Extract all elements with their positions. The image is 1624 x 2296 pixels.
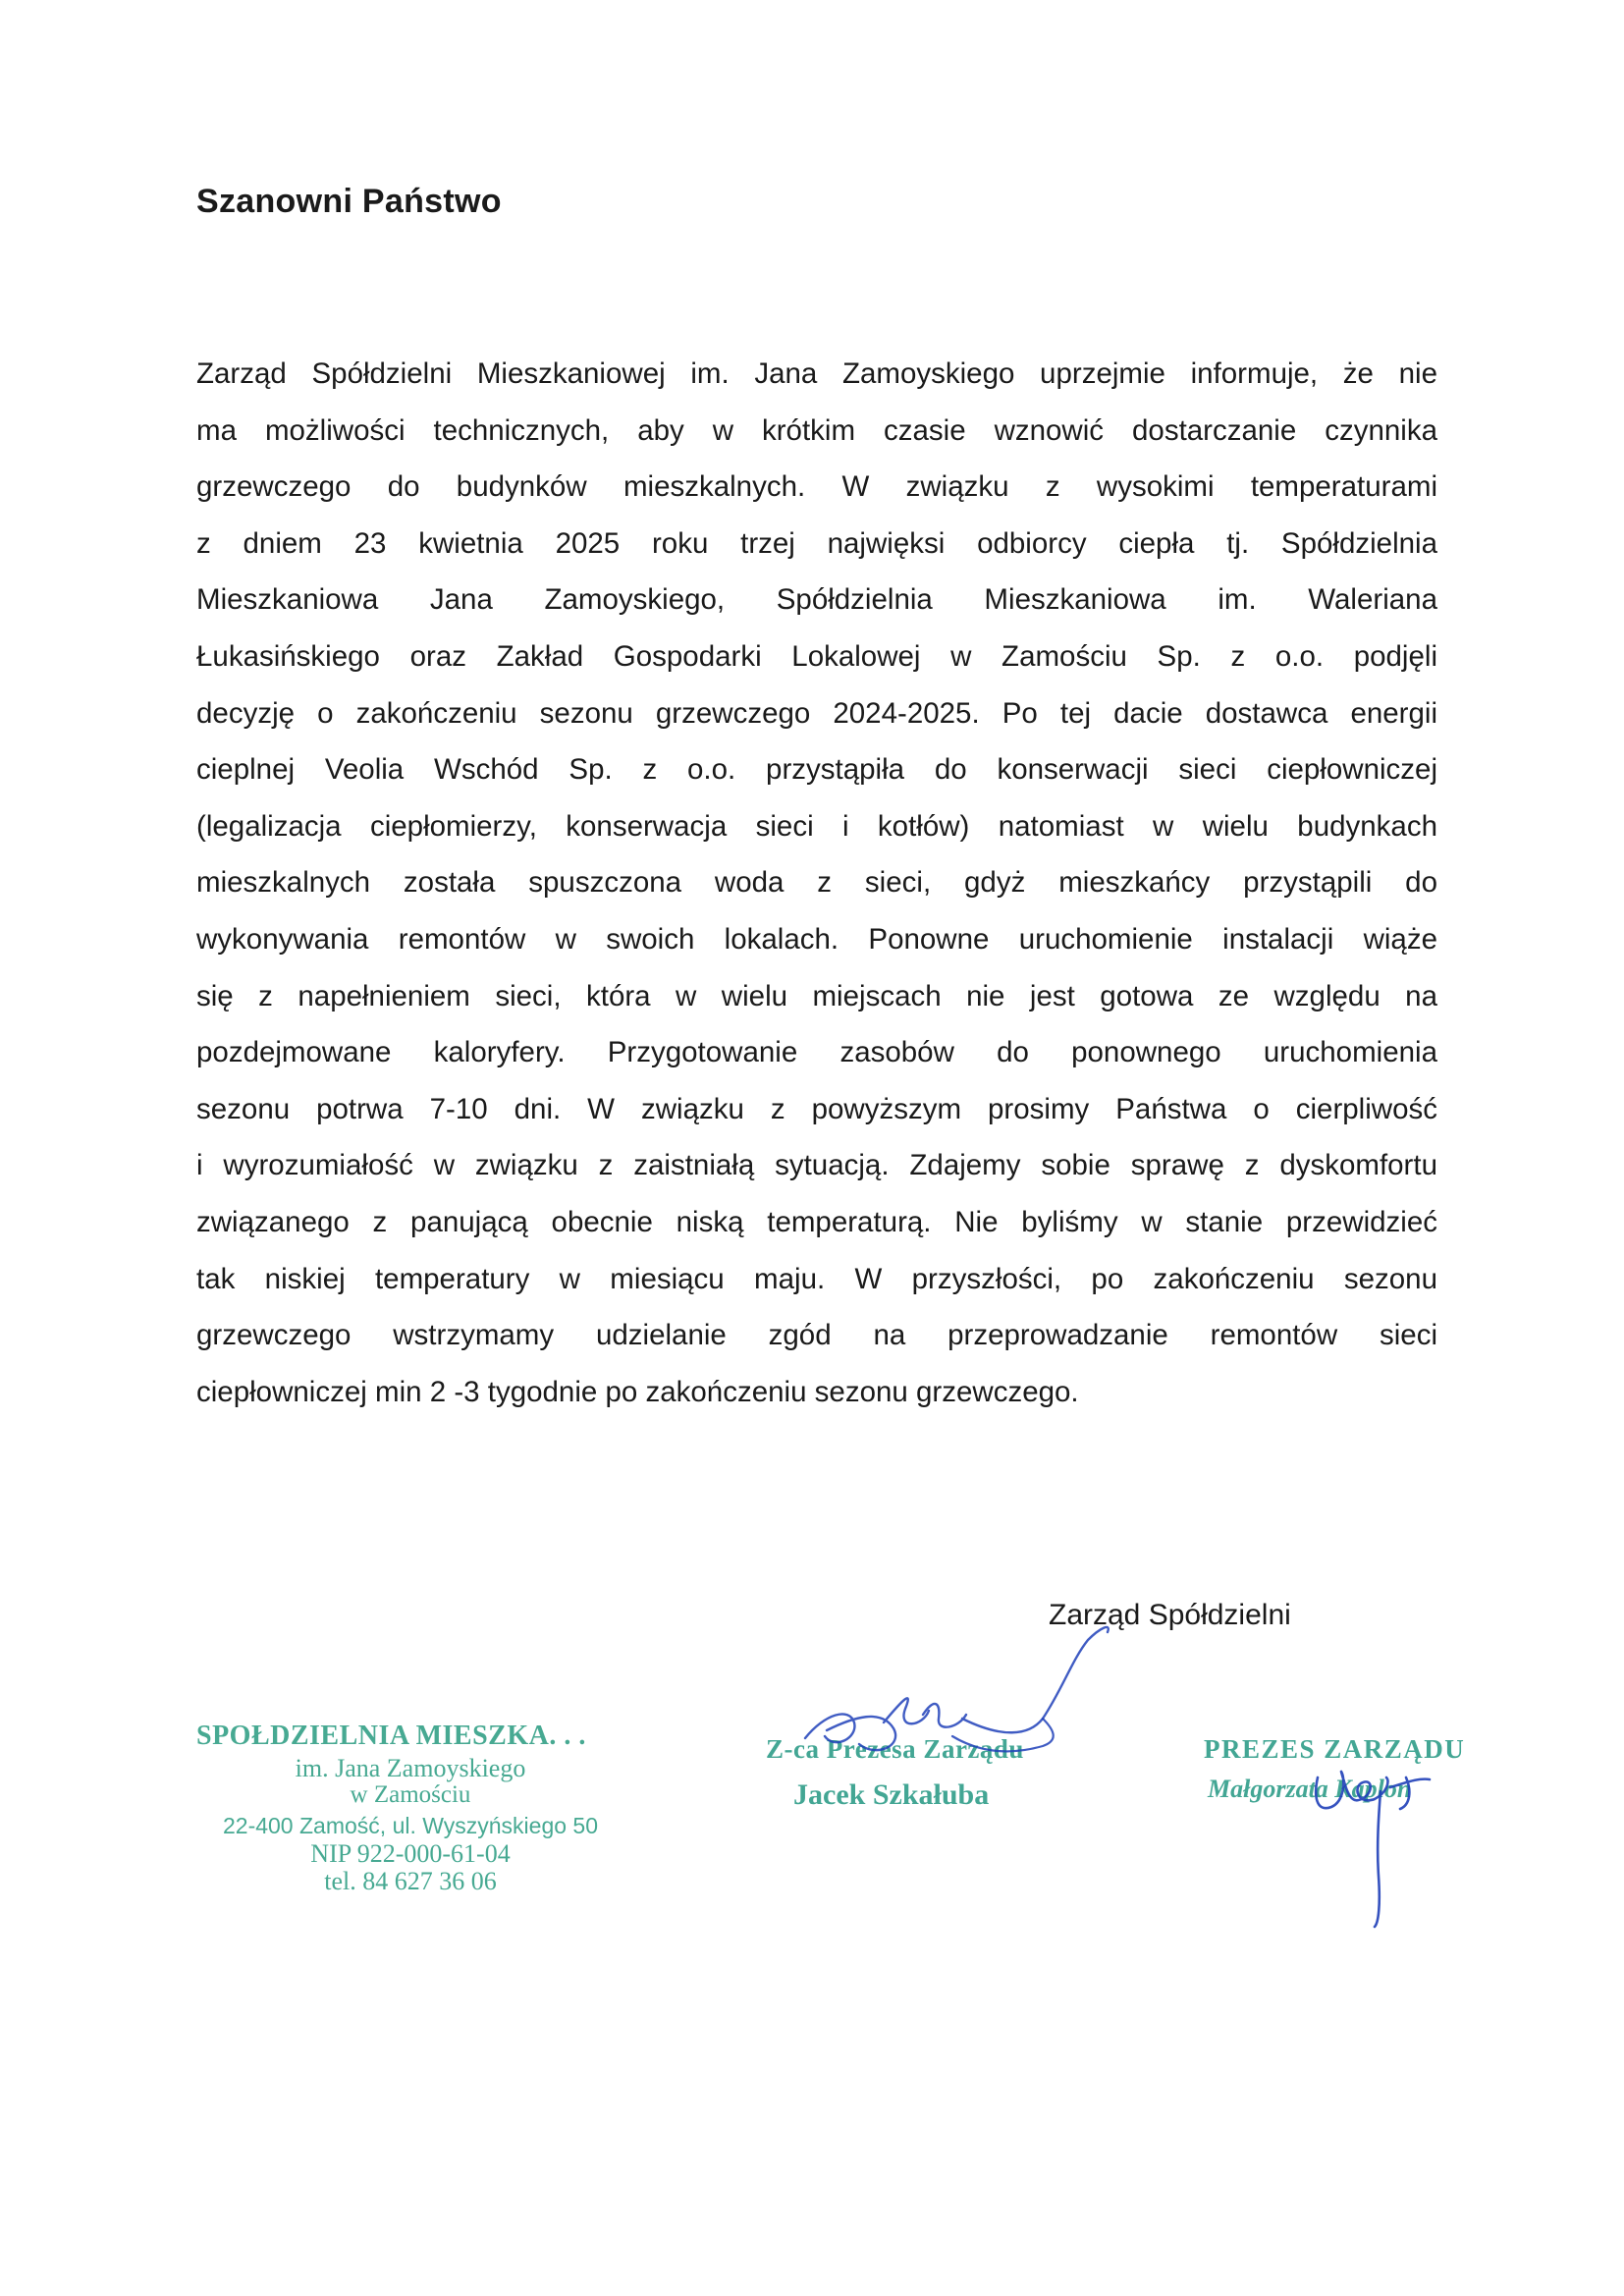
stamp-nip: NIP 922-000-61-04 <box>310 1839 511 1868</box>
body-line: grzewczego wstrzymamy udzielanie zgód na przeprowadzanie remontów sieci <box>196 1319 1437 1352</box>
stamp-cooperative-name: SPOŁDZIELNIA MIESZKA. . . <box>196 1721 586 1751</box>
stamp-patron: im. Jana Zamoyskiego <box>295 1754 526 1782</box>
stamp-city: w Zamościu <box>350 1781 471 1808</box>
vice-president-title: Z-ca Prezesa Zarządu <box>766 1734 1024 1764</box>
body-line: grzewczego do budynków mieszkalnych. W związku z wysokimi temperaturami <box>196 470 1437 504</box>
body-line: Zarząd Spółdzielni Mieszkaniowej im. Jana Zamoyskiego uprzejmie informuje, że nie <box>196 357 1437 390</box>
body-line: pozdejmowane kaloryfery. Przygotowanie zasobów do ponownego uruchomienia <box>196 1036 1437 1069</box>
body-line: ciepłowniczej min 2 -3 tygodnie po zakończeniu sezonu grzewczego. <box>196 1375 1079 1408</box>
body-line: cieplnej Veolia Wschód Sp. z o.o. przystąpiła do konserwacji sieci ciepłowniczej <box>196 753 1437 787</box>
body-line: (legalizacja ciepłomierzy, konserwacja sieci i kotłów) natomiast w wielu budynkach <box>196 809 1437 843</box>
vice-president-stamp <box>766 1734 1060 1812</box>
body-line: sezonu potrwa 7-10 dni. W związku z powyższym prosimy Państwa o cierpliwość <box>196 1092 1437 1125</box>
stamp-phone: tel. 84 627 36 06 <box>324 1867 497 1895</box>
letter-body <box>196 346 1437 1420</box>
body-line: z dniem 23 kwietnia 2025 roku trzej najwięksi odbiorcy ciepła tj. Spółdzielnia <box>196 526 1437 560</box>
president-stamp <box>1204 1734 1498 1804</box>
salutation: Szanowni Państwo <box>196 183 502 220</box>
body-line: mieszkalnych została spuszczona woda z sieci, gdyż mieszkańcy przystąpili do <box>196 866 1437 900</box>
body-line: Łukasińskiego oraz Zakład Gospodarki Lokalowej w Zamościu Sp. z o.o. podjęli <box>196 639 1437 673</box>
body-line: ma możliwości technicznych, aby w krótkim czasie wznowić dostarczanie czynnika <box>196 413 1437 447</box>
stamp-address: 22-400 Zamość, ul. Wyszyńskiego 50 <box>222 1813 598 1838</box>
vice-president-name: Jacek Szkałuba <box>793 1778 990 1811</box>
body-line: Mieszkaniowa Jana Zamoyskiego, Spółdzielnia Mieszkaniowa im. Waleriana <box>196 583 1437 617</box>
board-signature-label: Zarząd Spółdzielni <box>1049 1599 1291 1631</box>
body-line: decyzję o zakończeniu sezonu grzewczego 2024-2025. Po tej dacie dostawca energii <box>196 696 1437 730</box>
body-line: się z napełnieniem sieci, która w wielu miejscach nie jest gotowa ze względu na <box>196 979 1437 1012</box>
body-line: i wyrozumiałość w związku z zaistniałą sytuacją. Zdajemy sobie sprawę z dyskomfortu <box>196 1149 1437 1182</box>
body-line: związanego z panującą obecnie niską temperaturą. Nie byliśmy w stanie przewidzieć <box>196 1205 1437 1238</box>
president-title: PREZES ZARZĄDU <box>1204 1734 1466 1764</box>
body-line: wykonywania remontów w swoich lokalach. Ponowne uruchomienie instalacji wiąże <box>196 922 1437 956</box>
cooperative-stamp <box>194 1721 626 1896</box>
president-name: Małgorzata Kaplon <box>1208 1775 1412 1803</box>
body-line: tak niskiej temperatury w miesiącu maju. W przyszłości, po zakończeniu sezonu <box>196 1262 1437 1295</box>
